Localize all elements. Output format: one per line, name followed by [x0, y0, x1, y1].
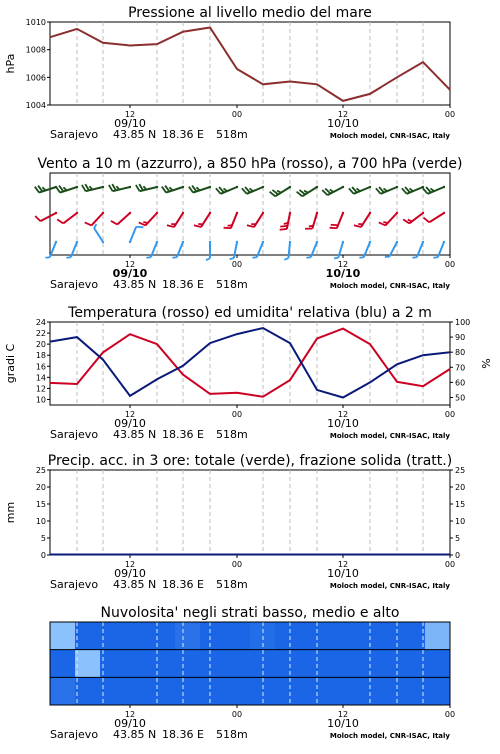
cloud-cell-basso	[350, 677, 376, 705]
wind-barb-base	[289, 212, 291, 214]
cloud-latitude-label: 43.85 N	[113, 728, 156, 741]
wind-barb-base	[156, 212, 158, 214]
wind-barb-base	[262, 186, 264, 188]
precip-y2-tick-label: 10	[455, 517, 465, 526]
temp-y-tick-label: 12	[36, 384, 46, 393]
wind-barb-feather	[284, 223, 288, 224]
wind-barb-base	[369, 212, 371, 214]
wind-barb-feather	[146, 257, 150, 258]
cloud-cell-alto	[200, 622, 226, 650]
wind-barb-base	[316, 186, 318, 188]
cloud-cell-basso	[175, 677, 201, 705]
wind-barb-base	[342, 241, 344, 243]
wind-barb-feather	[433, 257, 437, 258]
cloud-cell-alto	[175, 622, 201, 650]
cloud-cell-basso	[200, 677, 226, 705]
cloud-cell-basso	[425, 677, 451, 705]
cloud-cell-alto	[75, 622, 101, 650]
wind-barb-feather	[383, 222, 387, 223]
pressure-plot-area	[50, 22, 450, 105]
pressure-latitude-label: 43.85 N	[113, 128, 156, 141]
wind-barb-base	[316, 241, 318, 243]
cloud-cell-basso	[325, 677, 351, 705]
wind-barb-base	[422, 186, 424, 188]
temp-date-label: 10/10	[327, 417, 359, 430]
pressure-longitude-label: 18.36 E	[162, 128, 204, 141]
cloud-cell-alto	[125, 622, 151, 650]
cloud-cell-medio	[350, 650, 376, 678]
temp-title: Temperatura (rosso) ed umidita' relativa (blu) a 2 m	[67, 305, 432, 321]
precip-y-tick-label: 5	[41, 534, 46, 543]
wind-barb-feather	[45, 257, 49, 258]
temp-y2-tick-label: 70	[455, 363, 465, 372]
wind-barb-feather	[35, 216, 40, 221]
wind-barb-base	[102, 241, 104, 243]
cloud-cell-alto	[350, 622, 376, 650]
wind-barb-base	[55, 212, 57, 214]
wind-barb-base	[236, 241, 238, 243]
temp-y-tick-label: 20	[36, 340, 46, 349]
pressure-y-tick-label: 1008	[26, 46, 46, 55]
cloud-cell-alto	[400, 622, 426, 650]
wind-barb-base	[129, 212, 131, 214]
cloud-cell-medio	[75, 650, 101, 678]
pressure-x-tick-label: 12	[338, 110, 348, 119]
cloud-cell-basso	[50, 677, 76, 705]
wind-barb-base	[156, 241, 158, 243]
precip-y-tick-label: 20	[36, 483, 46, 492]
temp-plot-area	[50, 322, 450, 405]
cloud-cell-alto	[300, 622, 326, 650]
wind-barb-base	[262, 241, 264, 243]
wind-barb-base	[396, 212, 398, 214]
cloud-x-tick-label: 12	[125, 710, 135, 719]
wind-barb-base	[396, 186, 398, 188]
wind-barb-feather	[359, 257, 363, 258]
cloud-cell-basso	[400, 677, 426, 705]
cloud-date-label: 10/10	[327, 717, 359, 730]
precip-x-tick-label: 00	[445, 560, 455, 569]
precip-y-tick-label: 10	[36, 517, 46, 526]
precip-x-tick-label: 12	[125, 560, 135, 569]
precip-latitude-label: 43.85 N	[113, 578, 156, 591]
wind-barb-feather	[280, 229, 287, 230]
temp-y2-tick-label: 90	[455, 333, 465, 342]
pressure-elevation-label: 518m	[216, 128, 248, 141]
wind-barb-base	[156, 186, 158, 188]
precip-elevation-label: 518m	[216, 578, 248, 591]
wind-barb-base	[369, 186, 371, 188]
wind-x-tick-label: 12	[125, 260, 135, 269]
wind-barb-base	[443, 241, 445, 243]
cloud-cell-alto	[425, 622, 451, 650]
temp-credit-label: Moloch model, CNR-ISAC, Italy	[330, 432, 451, 440]
wind-barb-base	[209, 186, 211, 188]
cloud-x-tick-label: 00	[232, 710, 242, 719]
temp-x-tick-label: 12	[125, 410, 135, 419]
wind-barb-feather	[42, 187, 45, 190]
precip-title: Precip. acc. in 3 ore: totale (verde), frazione solida (tratt.)	[48, 453, 452, 469]
wind-barb-feather	[66, 257, 70, 258]
cloud-cell-medio	[225, 650, 251, 678]
cloud-cell-medio	[150, 650, 176, 678]
precip-date-label: 09/10	[114, 567, 146, 580]
cloud-cell-basso	[150, 677, 176, 705]
wind-barb-feather	[334, 258, 338, 259]
wind-barb-base	[76, 186, 78, 188]
wind-barb-base	[182, 212, 184, 214]
pressure-y-tick-label: 1010	[26, 18, 46, 27]
precip-x-tick-label: 00	[232, 560, 242, 569]
cloud-cell-basso	[75, 677, 101, 705]
precip-y-tick-label: 25	[36, 466, 46, 475]
precip-y-label: mm	[4, 502, 17, 523]
pressure-title: Pressione al livello medio del mare	[128, 5, 372, 21]
cloud-cell-basso	[125, 677, 151, 705]
cloud-cell-basso	[225, 677, 251, 705]
cloud-credit-label: Moloch model, CNR-ISAC, Italy	[330, 732, 451, 740]
cloud-cell-basso	[100, 677, 126, 705]
wind-barb-base	[55, 241, 57, 243]
wind-title: Vento a 10 m (azzurro), a 850 hPa (rosso), a 700 hPa (verde)	[37, 156, 462, 172]
precip-y2-tick-label: 25	[455, 466, 465, 475]
cloud-date-label: 09/10	[114, 717, 146, 730]
wind-barb-base	[369, 241, 371, 243]
cloud-cell-medio	[400, 650, 426, 678]
temp-date-label: 09/10	[114, 417, 146, 430]
wind-barb-feather	[280, 226, 287, 227]
temp-x-tick-label: 00	[232, 410, 242, 419]
wind-x-tick-label: 12	[338, 260, 348, 269]
wind-barb-base	[443, 186, 445, 188]
wind-barb-base	[342, 212, 344, 214]
wind-barb-base	[209, 212, 211, 214]
cloud-cell-medio	[300, 650, 326, 678]
cloud-cell-alto	[275, 622, 301, 650]
precip-location-label: Sarajevo	[50, 578, 98, 591]
cloud-cell-basso	[275, 677, 301, 705]
wind-barb-base	[422, 241, 424, 243]
wind-barb-feather	[206, 258, 210, 260]
wind-barb-feather	[309, 226, 313, 227]
wind-x-tick-label: 00	[445, 260, 455, 269]
cloud-cell-medio	[100, 650, 126, 678]
precip-y2-tick-label: 0	[455, 551, 460, 560]
temp-x-tick-label: 12	[338, 410, 348, 419]
precip-date-label: 10/10	[327, 567, 359, 580]
wind-barb-base	[76, 212, 78, 214]
wind-barb-base	[129, 241, 131, 243]
temp-location-label: Sarajevo	[50, 428, 98, 441]
precip-credit-label: Moloch model, CNR-ISAC, Italy	[330, 582, 451, 590]
wind-elevation-label: 518m	[216, 278, 248, 291]
wind-barb-base	[342, 186, 344, 188]
temp-y-tick-label: 16	[36, 362, 46, 371]
cloud-cell-alto	[50, 622, 76, 650]
precip-y-tick-label: 15	[36, 500, 46, 509]
cloud-cell-medio	[125, 650, 151, 678]
wind-barb-base	[236, 186, 238, 188]
temp-elevation-label: 518m	[216, 428, 248, 441]
precip-y2-tick-label: 20	[455, 483, 465, 492]
wind-barb-base	[289, 186, 291, 188]
wind-barb-base	[129, 186, 131, 188]
wind-barb-base	[262, 212, 264, 214]
cloud-cell-medio	[325, 650, 351, 678]
wind-credit-label: Moloch model, CNR-ISAC, Italy	[330, 282, 451, 290]
precip-x-tick-label: 12	[338, 560, 348, 569]
wind-barb-base	[422, 212, 424, 214]
wind-barb-base	[236, 212, 238, 214]
cloud-cell-alto	[325, 622, 351, 650]
wind-barb-feather	[331, 225, 338, 226]
cloud-cell-medio	[200, 650, 226, 678]
temp-y-tick-label: 18	[36, 351, 46, 360]
cloud-cell-medio	[275, 650, 301, 678]
pressure-x-tick-label: 12	[125, 110, 135, 119]
wind-barb-feather	[143, 222, 147, 223]
wind-barb-base	[316, 212, 318, 214]
temp-y-tick-label: 14	[36, 373, 46, 382]
pressure-y-tick-label: 1006	[26, 73, 46, 82]
pressure-credit-label: Moloch model, CNR-ISAC, Italy	[330, 132, 451, 140]
temp-y2-tick-label: 100	[455, 318, 470, 327]
wind-barb-feather	[228, 225, 232, 226]
pressure-y-label: hPa	[4, 54, 17, 74]
pressure-x-tick-label: 00	[445, 110, 455, 119]
wind-barb-feather	[136, 227, 143, 228]
wind-barb-base	[209, 241, 211, 243]
pressure-date-label: 10/10	[327, 117, 359, 130]
wind-barb-feather	[306, 257, 310, 258]
wind-barb-feather	[172, 257, 176, 258]
wind-barb-base	[76, 241, 78, 243]
wind-barb-feather	[224, 228, 231, 229]
temp-y2-label: %	[480, 358, 493, 368]
cloud-elevation-label: 518m	[216, 728, 248, 741]
wind-barb-feather	[252, 257, 256, 258]
temp-y-label: gradi C	[4, 343, 17, 383]
temp-y2-tick-label: 50	[455, 393, 465, 402]
precip-plot-area	[50, 470, 450, 555]
wind-barb-base	[102, 186, 104, 188]
cloud-x-tick-label: 00	[445, 710, 455, 719]
pressure-x-tick-label: 00	[232, 110, 242, 119]
cloud-cell-medio	[175, 650, 201, 678]
temp-y-tick-label: 10	[36, 395, 46, 404]
cloud-cell-alto	[225, 622, 251, 650]
wind-barb-base	[182, 241, 184, 243]
cloud-cell-medio	[50, 650, 76, 678]
cloud-longitude-label: 18.36 E	[162, 728, 204, 741]
temp-x-tick-label: 00	[445, 410, 455, 419]
wind-barb-feather	[412, 257, 416, 258]
temp-longitude-label: 18.36 E	[162, 428, 204, 441]
wind-barb-base	[289, 241, 291, 243]
wind-latitude-label: 43.85 N	[113, 278, 156, 291]
cloud-cell-alto	[100, 622, 126, 650]
precip-longitude-label: 18.36 E	[162, 578, 204, 591]
wind-barb-feather	[284, 258, 288, 260]
cloud-location-label: Sarajevo	[50, 728, 98, 741]
pressure-y-tick-label: 1004	[26, 101, 46, 110]
wind-location-label: Sarajevo	[50, 278, 98, 291]
cloud-title: Nuvolosita' negli strati basso, medio e alto	[101, 605, 400, 621]
wind-barb-base	[396, 241, 398, 243]
wind-longitude-label: 18.36 E	[162, 278, 204, 291]
wind-barb-base	[443, 212, 445, 214]
wind-date-label: 10/10	[326, 267, 361, 280]
temp-y2-tick-label: 80	[455, 348, 465, 357]
cloud-cell-medio	[425, 650, 451, 678]
wind-barb-base	[182, 186, 184, 188]
cloud-cell-alto	[150, 622, 176, 650]
cloud-cell-basso	[300, 677, 326, 705]
temp-y2-tick-label: 60	[455, 378, 465, 387]
temp-y-tick-label: 24	[36, 318, 46, 327]
precip-y2-tick-label: 5	[455, 534, 460, 543]
temp-y-tick-label: 22	[36, 329, 46, 338]
wind-date-label: 09/10	[113, 267, 148, 280]
pressure-date-label: 09/10	[114, 117, 146, 130]
wind-barb-base	[102, 212, 104, 214]
wind-barb-feather	[330, 228, 337, 229]
cloud-x-tick-label: 12	[338, 710, 348, 719]
precip-y2-tick-label: 15	[455, 500, 465, 509]
temp-latitude-label: 43.85 N	[113, 428, 156, 441]
precip-y-tick-label: 0	[41, 551, 46, 560]
pressure-location-label: Sarajevo	[50, 128, 98, 141]
wind-x-tick-label: 00	[232, 260, 242, 269]
